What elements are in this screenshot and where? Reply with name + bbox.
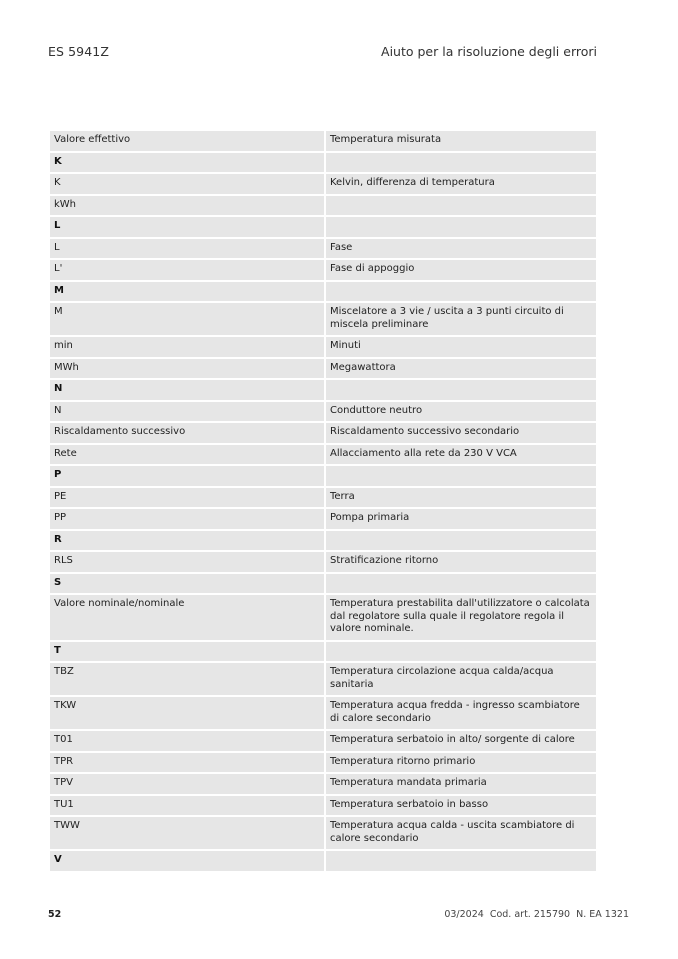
meaning-cell: Miscelatore a 3 vie / uscita a 3 punti circuito di miscela preliminare [326, 303, 596, 335]
letter-heading: S [50, 574, 324, 594]
abbreviation-cell: Rete [50, 445, 324, 465]
letter-heading: V [50, 851, 324, 871]
abbreviation-cell: MWh [50, 359, 324, 379]
abbreviation-cell: Riscaldamento successivo [50, 423, 324, 443]
abbreviation-cell: L [50, 239, 324, 259]
letter-heading: K [50, 153, 324, 173]
abbreviation-cell: PP [50, 509, 324, 529]
meaning-cell [326, 466, 596, 486]
header-section-title: Aiuto per la risoluzione degli errori [381, 44, 597, 59]
letter-heading-row [50, 217, 596, 237]
letter-heading-row [50, 574, 596, 594]
letter-heading-row [50, 851, 596, 871]
abbreviation-cell: min [50, 337, 324, 357]
abbreviation-cell: T01 [50, 731, 324, 751]
abbreviation-cell: TPR [50, 753, 324, 773]
meaning-cell: Riscaldamento successivo secondario [326, 423, 596, 443]
letter-heading-row [50, 642, 596, 662]
abbreviation-cell: TWW [50, 817, 324, 849]
letter-heading-row [50, 466, 596, 486]
meaning-cell [326, 851, 596, 871]
letter-heading: R [50, 531, 324, 551]
glossary-table [48, 129, 598, 873]
glossary-row [50, 552, 596, 572]
letter-heading-row [50, 282, 596, 302]
meaning-cell: Temperatura serbatoio in basso [326, 796, 596, 816]
letter-heading-row [50, 380, 596, 400]
glossary-row [50, 196, 596, 216]
abbreviation-cell: PE [50, 488, 324, 508]
glossary-row [50, 731, 596, 751]
glossary-row [50, 337, 596, 357]
meaning-cell: Stratificazione ritorno [326, 552, 596, 572]
page-number: 52 [48, 909, 62, 920]
glossary-row [50, 303, 596, 335]
glossary-row [50, 774, 596, 794]
glossary-row [50, 423, 596, 443]
abbreviation-cell: TBZ [50, 663, 324, 695]
abbreviation-cell: TKW [50, 697, 324, 729]
abbreviation-cell: TU1 [50, 796, 324, 816]
meaning-cell: Temperatura mandata primaria [326, 774, 596, 794]
meaning-cell: Temperatura prestabilita dall'utilizzatore o calcolata dal regolatore sulla quale il regolatore regola il valore nominale. [326, 595, 596, 640]
meaning-cell: Allacciamento alla rete da 230 V VCA [326, 445, 596, 465]
letter-heading: P [50, 466, 324, 486]
meaning-cell [326, 217, 596, 237]
header-model: ES 5941Z [48, 44, 109, 59]
glossary-row [50, 697, 596, 729]
glossary-row [50, 402, 596, 422]
meaning-cell [326, 642, 596, 662]
abbreviation-cell: L' [50, 260, 324, 280]
glossary-row [50, 753, 596, 773]
letter-heading: L [50, 217, 324, 237]
meaning-cell: Temperatura circolazione acqua calda/acqua sanitaria [326, 663, 596, 695]
abbreviation-cell: M [50, 303, 324, 335]
meaning-cell: Terra [326, 488, 596, 508]
meaning-cell: Pompa primaria [326, 509, 596, 529]
glossary-row [50, 595, 596, 640]
glossary-row [50, 796, 596, 816]
meaning-cell: Megawattora [326, 359, 596, 379]
abbreviation-cell: TPV [50, 774, 324, 794]
letter-heading: T [50, 642, 324, 662]
meaning-cell: Temperatura ritorno primario [326, 753, 596, 773]
meaning-cell [326, 574, 596, 594]
meaning-cell: Temperatura acqua fredda - ingresso scambiatore di calore secondario [326, 697, 596, 729]
glossary-row [50, 445, 596, 465]
letter-heading-row [50, 153, 596, 173]
letter-heading: N [50, 380, 324, 400]
abbreviation-cell: Valore nominale/nominale [50, 595, 324, 640]
meaning-cell [326, 282, 596, 302]
meaning-cell: Temperatura misurata [326, 131, 596, 151]
meaning-cell: Temperatura serbatoio in alto/ sorgente di calore [326, 731, 596, 751]
meaning-cell: Fase [326, 239, 596, 259]
meaning-cell: Minuti [326, 337, 596, 357]
glossary-body [50, 131, 596, 871]
meaning-cell: Kelvin, differenza di temperatura [326, 174, 596, 194]
abbreviation-cell: RLS [50, 552, 324, 572]
glossary-row [50, 239, 596, 259]
meaning-cell [326, 153, 596, 173]
meaning-cell [326, 531, 596, 551]
meaning-cell: Conduttore neutro [326, 402, 596, 422]
document-info: 03/2024 Cod. art. 215790 N. EA 1321 [444, 909, 629, 920]
glossary-row [50, 359, 596, 379]
glossary-row [50, 174, 596, 194]
glossary-row [50, 509, 596, 529]
glossary-row [50, 488, 596, 508]
meaning-cell: Temperatura acqua calda - uscita scambiatore di calore secondario [326, 817, 596, 849]
abbreviation-cell: Valore effettivo [50, 131, 324, 151]
abbreviation-cell: K [50, 174, 324, 194]
glossary-row [50, 260, 596, 280]
abbreviation-cell: kWh [50, 196, 324, 216]
abbreviation-cell: N [50, 402, 324, 422]
glossary-row [50, 131, 596, 151]
meaning-cell: Fase di appoggio [326, 260, 596, 280]
meaning-cell [326, 196, 596, 216]
meaning-cell [326, 380, 596, 400]
glossary-row [50, 663, 596, 695]
letter-heading: M [50, 282, 324, 302]
glossary-row [50, 817, 596, 849]
letter-heading-row [50, 531, 596, 551]
